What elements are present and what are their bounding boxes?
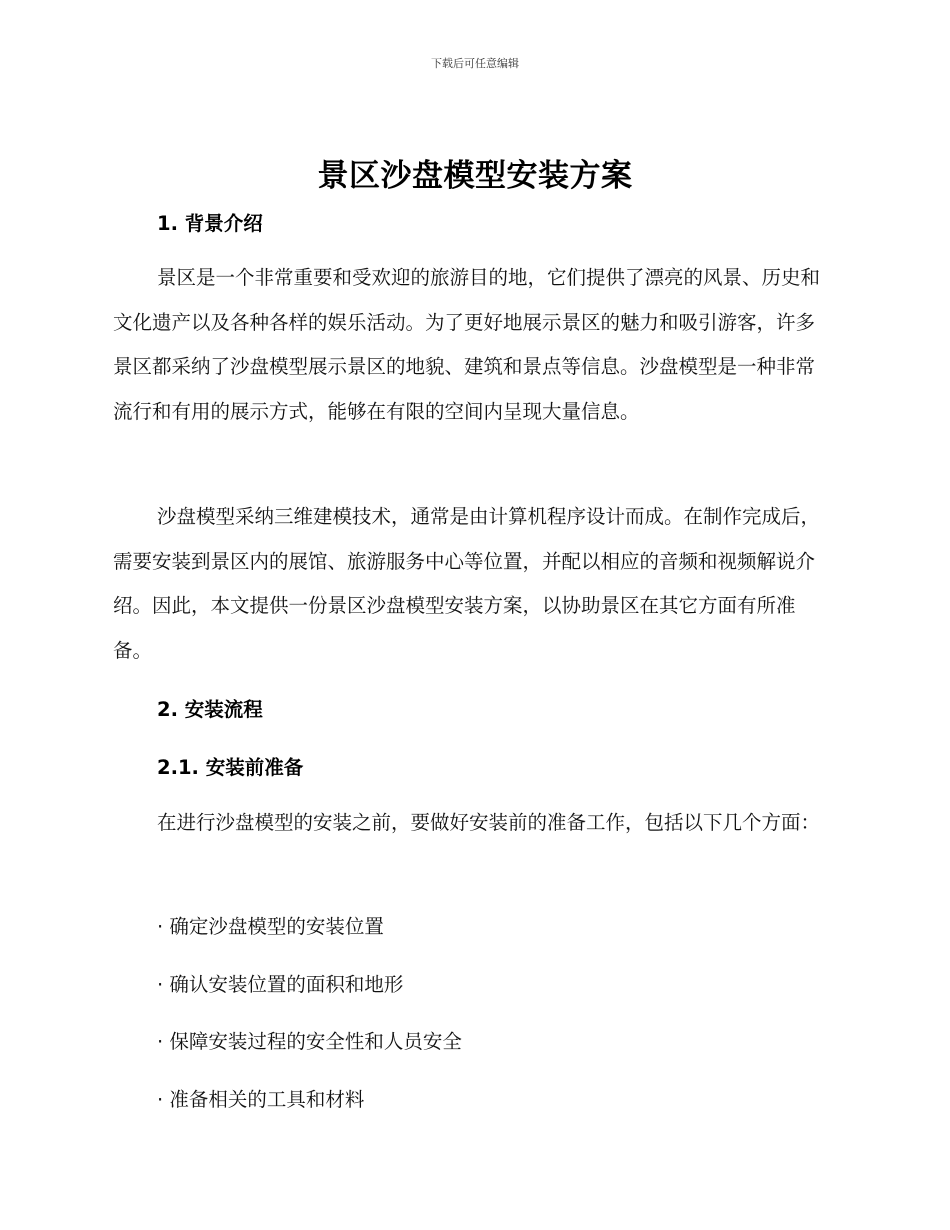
document-title: 景区沙盘模型安装方案 — [317, 158, 633, 194]
bullet-item: · 保障安装过程的安全性和人员安全 — [157, 1030, 462, 1053]
paragraph-background-1: 景区是一个非常重要和受欢迎的旅游目的地，它们提供了漂亮的风景、历史和文化遗产以及各种各样的娱乐活动。为了更好地展示景区的魅力和吸引游客，许多景区都采纳了沙盘模型展示景区的地貌、建筑和景点等信息。沙盘模型是一种非常流行和有用的展示方式，能够在有限的空间内呈现大量信息。 — [113, 266, 821, 423]
bullet-item: · 准备相关的工具和材料 — [157, 1088, 365, 1111]
header-note: 下载后可任意编辑 — [431, 57, 519, 70]
bullet-item: · 确认安装位置的面积和地形 — [157, 973, 404, 996]
paragraph-preparation: 在进行沙盘模型的安装之前，要做好安装前的准备工作，包括以下几个方面： — [157, 811, 821, 834]
bullet-item: · 确定沙盘模型的安装位置 — [157, 915, 384, 938]
section-heading-install-process: 2. 安装流程 — [157, 698, 263, 721]
paragraph-background-2: 沙盘模型采纳三维建模技术，通常是由计算机程序设计而成。在制作完成后，需要安装到景区内的展馆、旅游服务中心等位置，并配以相应的音频和视频解说介绍。因此，本文提供一份景区沙盘模型安装方案，以协助景区在其它方面有所准备。 — [113, 505, 821, 662]
subsection-heading-preparation: 2.1. 安装前准备 — [157, 756, 304, 779]
section-heading-background: 1. 背景介绍 — [157, 212, 263, 235]
